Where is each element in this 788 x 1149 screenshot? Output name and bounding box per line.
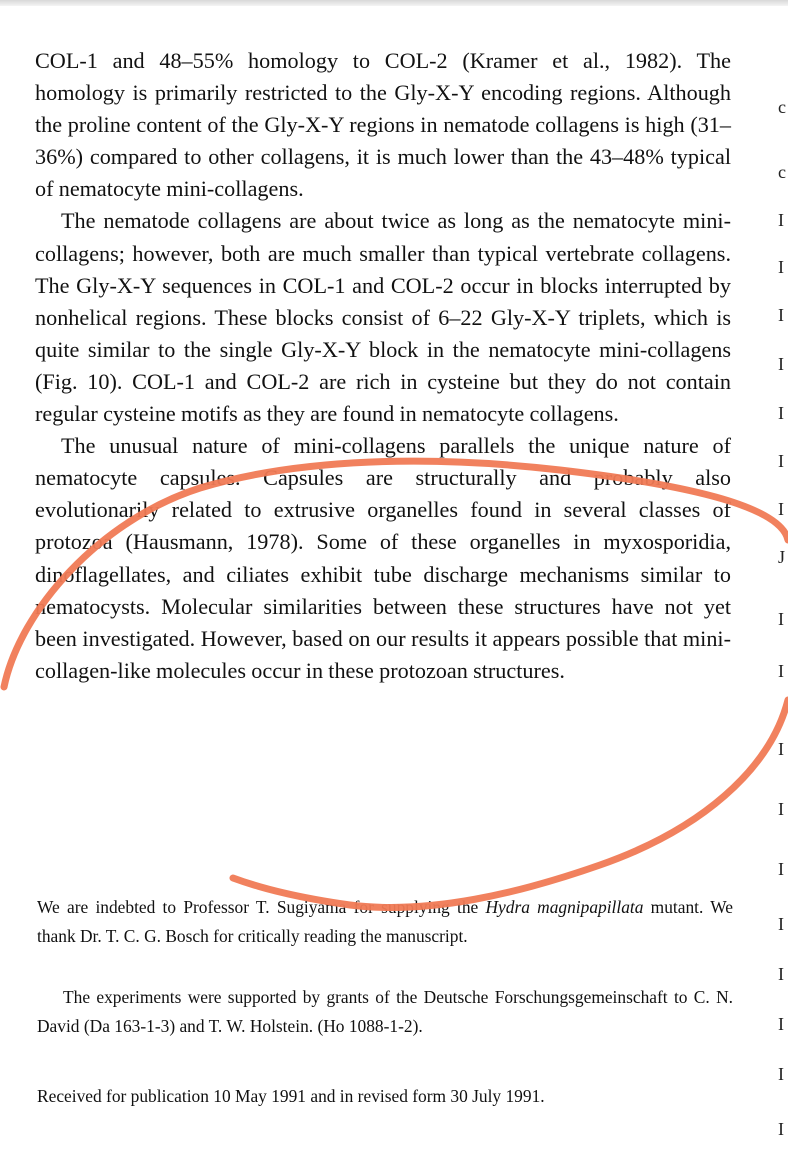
margin-fragment: I [778, 1119, 784, 1139]
margin-fragment: I [778, 403, 784, 423]
paragraph-nematode-collagens: The nematode collagens are about twice as long as the nematocyte mini-collagens; however, both are much smaller than typical vertebrate collagens. The Gly-X-Y sequences in COL-1 and COL-2 occur in blocks interrupted by nonhelical regions. These blocks consist of 6–22 Gly-X-Y triplets, which is quite similar to the single Gly-X-Y block in the nematocyte mini-collagens (Fig. 10). COL-1 and COL-2 are rich in cysteine but they do not contain regular cysteine motifs as they are found in nematocyte collagens. [35, 208, 731, 427]
acknowledgment-text-end: mutant. We thank Dr. T. C. G. Bosch for critically reading the manuscript. [37, 897, 733, 946]
margin-fragment: I [778, 739, 784, 759]
margin-fragment: I [778, 609, 784, 629]
paragraph-homology: COL-1 and 48–55% homology to COL-2 (Kramer et al., 1982). The homology is primarily restricted to the Gly-X-Y encoding regions. Although the proline content of the Gly-X-Y regions in nematode collagens is high (31–36%) compared to other collagens, it is much lower than the 43–48% typical of nematocyte mini-collagens. [35, 48, 731, 202]
margin-fragment: I [778, 499, 784, 519]
margin-fragment: I [778, 1064, 784, 1084]
margin-fragment: I [778, 451, 784, 471]
received-date-line: Received for publication 10 May 1991 and in revised form 30 July 1991. [37, 1086, 545, 1106]
adjacent-page-margin [770, 80, 788, 1149]
margin-fragment: I [778, 799, 784, 819]
top-page-edge [0, 0, 788, 6]
funding-paragraph: The experiments were supported by grants of the Deutsche Forschungsgemeinschaft to C. N. David (Da 163-1-3) and T. W. Holstein. (Ho 1088-1-2). [37, 987, 733, 1036]
margin-fragment: J [778, 547, 786, 567]
margin-fragment: I [778, 859, 784, 879]
margin-fragment: c [778, 97, 786, 117]
margin-fragment: I [778, 661, 784, 681]
species-name: Hydra magnipapillata [485, 897, 644, 917]
margin-fragment: c [778, 162, 786, 182]
margin-fragment: I [778, 210, 784, 230]
margin-fragment: I [778, 257, 784, 277]
margin-fragment: I [778, 964, 784, 984]
margin-fragment: I [778, 354, 784, 374]
acknowledgment-paragraph [37, 893, 733, 950]
acknowledgment-text-start: We are indebted to Professor T. Sugiyama for supplying the [37, 897, 486, 917]
margin-fragment: I [778, 914, 784, 934]
article-body [35, 45, 731, 687]
margin-fragment: I [778, 1014, 784, 1034]
margin-fragment: I [778, 305, 784, 325]
paragraph-mini-collagens: The unusual nature of mini-collagens parallels the unique nature of nematocyte capsules. Capsules are structurally and probably also evolutionarily related to extrusive organelles found in several classes of protozoa (Hausmann, 1978). Some of these organelles in myxosporidia, dinoflagellates, and ciliates exhibit tube discharge mechanisms similar to nematocysts. Molecular similarities between these structures have not yet been investigated. However, based on our results it appears possible that mini-collagen-like molecules occur in these protozoan structures. [35, 433, 731, 683]
